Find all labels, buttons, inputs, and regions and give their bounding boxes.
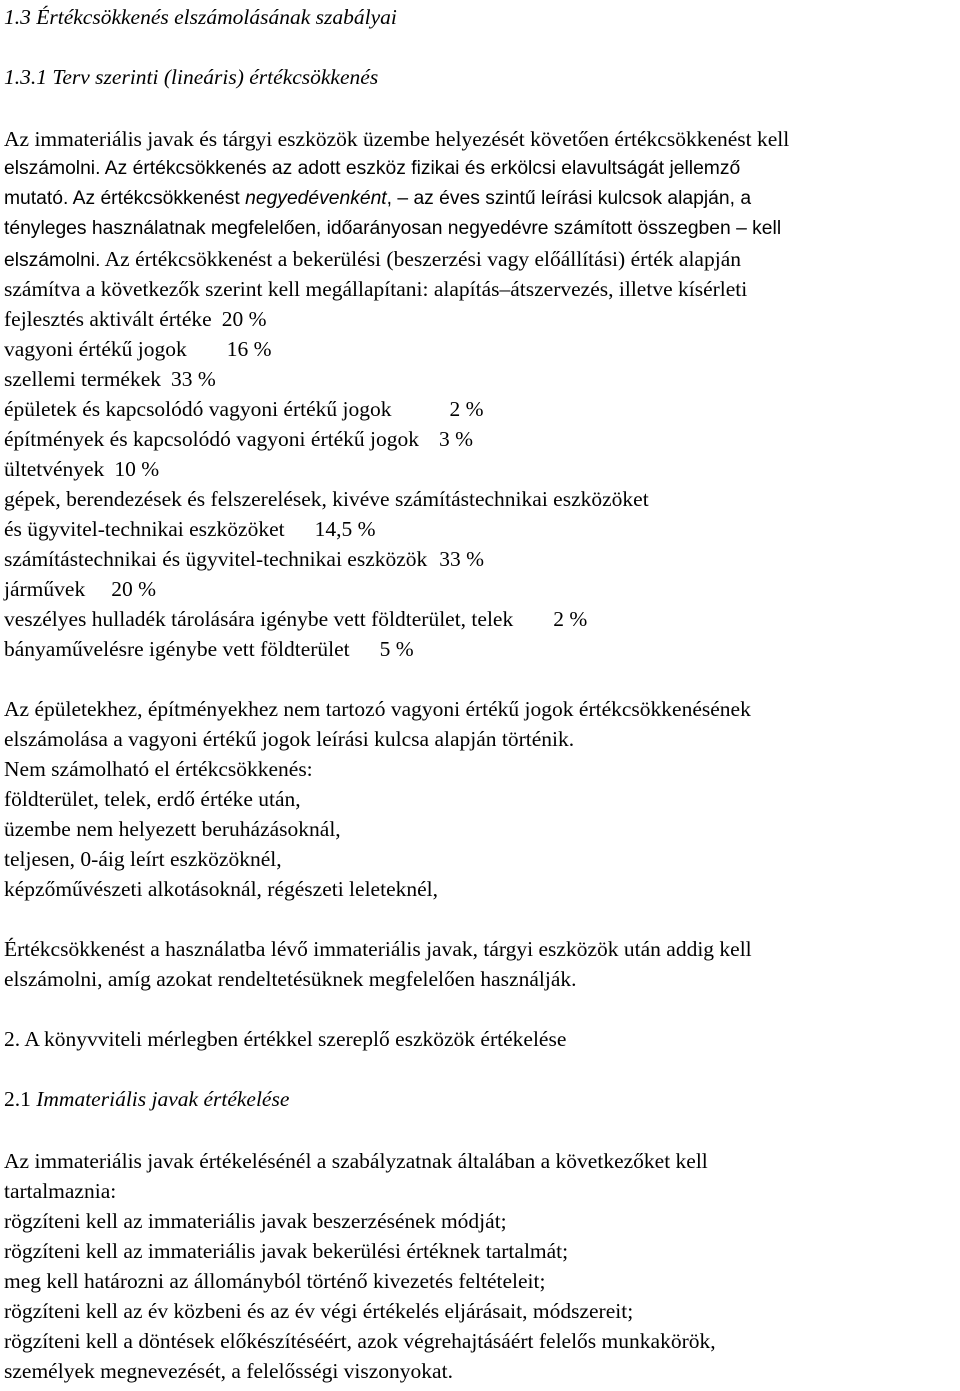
rate-row: és ügyvitel-technikai eszközöket 14,5 % — [4, 514, 956, 544]
text-line: tényleges használatnak megfelelően, időarányosan negyedévre számított összegben – kell — [4, 218, 782, 239]
paragraph-intangibles — [4, 1146, 956, 1386]
paragraph-depreciation-intro — [4, 124, 956, 304]
rate-row: épületek és kapcsolódó vagyoni értékű jogok 2 % — [4, 394, 956, 424]
list-item: rögzíteni kell az év közbeni és az év végi értékelés eljárásait, módszereit; — [4, 1299, 634, 1323]
text-line: elszámolni. Az értékcsökkenést a bekerülési (beszerzési vagy előállítási) érték alapján — [4, 247, 741, 271]
text-line: tartalmaznia: — [4, 1179, 117, 1203]
rate-value: 16 % — [226, 337, 272, 361]
rate-row: gépek, berendezések és felszerelések, kivéve számítástechnikai eszközöket — [4, 487, 649, 511]
rate-row: járművek 20 % — [4, 574, 956, 604]
rate-row: építmények és kapcsolódó vagyoni értékű jogok 3 % — [4, 424, 956, 454]
list-item: teljesen, 0-áig leírt eszközöknél, — [4, 847, 282, 871]
emphasis-quarterly: negyedévenként — [245, 188, 387, 209]
text-line: mutató. Az értékcsökkenést negyedévenként, – az éves szintű leírási kulcsok alapján, a — [4, 188, 752, 209]
rate-row: bányaművelésre igénybe vett földterület 5 % — [4, 634, 956, 664]
list-item: rögzíteni kell az immateriális javak bekerülési értéknek tartalmát; — [4, 1239, 569, 1263]
text-line: Az immateriális javak és tárgyi eszközök üzembe helyezését követően értékcsökkenést kell — [4, 127, 790, 151]
rate-value: 2 % — [553, 607, 588, 631]
text-line: elszámolni, amíg azokat rendeltetésüknek megfelelően használják. — [4, 967, 577, 991]
list-item: képzőművészeti alkotásoknál, régészeti leleteknél, — [4, 877, 438, 901]
section-heading-1-3-1: 1.3.1 Terv szerinti (lineáris) értékcsökkenés — [4, 65, 379, 89]
rate-value: 33 % — [439, 547, 485, 571]
paragraph-exclusions — [4, 694, 956, 904]
rate-row: fejlesztés aktivált értéke 20 % — [4, 304, 956, 334]
text-line: elszámolni. Az értékcsökkenés az adott eszköz fizikai és erkölcsi elavultságát jellemző — [4, 158, 741, 179]
rate-value: 2 % — [449, 397, 484, 421]
rate-value: 14,5 % — [314, 517, 376, 541]
rate-value: 3 % — [438, 427, 474, 451]
rate-row: ültetvények 10 % — [4, 454, 956, 484]
rate-value: 5 % — [379, 637, 414, 661]
text-line: elszámolása a vagyoni értékű jogok leírási kulcsa alapján történik. — [4, 727, 575, 751]
list-item: üzembe nem helyezett beruházásoknál, — [4, 817, 341, 841]
list-item: rögzíteni kell a döntések előkészítéséért, azok végrehajtásáért felelős munkakörök, — [4, 1329, 716, 1353]
rate-value: 20 % — [111, 577, 156, 601]
text-line: Nem számolható el értékcsökkenés: — [4, 757, 313, 781]
paragraph-usage — [4, 934, 956, 994]
rate-row: veszélyes hulladék tárolására igénybe vett földterület, telek 2 % — [4, 604, 956, 634]
section-heading-2-1: 2.1 Immateriális javak értékelése — [4, 1087, 290, 1111]
rate-row: szellemi termékek 33 % — [4, 364, 956, 394]
text-line: számítva a következők szerint kell megállapítani: alapítás–átszervezés, illetve kísérleti — [4, 277, 748, 301]
text-line: Értékcsökkenést a használatba lévő immateriális javak, tárgyi eszközök után addig kell — [4, 937, 752, 961]
section-heading-1-3: 1.3 Értékcsökkenés elszámolásának szabályai — [4, 5, 397, 29]
list-item: meg kell határozni az állományból történő kivezetés feltételeit; — [4, 1269, 546, 1293]
section-heading-2: 2. A könyvviteli mérlegben értékkel szereplő eszközök értékelése — [4, 1027, 567, 1051]
rate-row: vagyoni értékű jogok 16 % — [4, 334, 956, 364]
rate-value: 20 % — [221, 307, 267, 331]
list-item: földterület, telek, erdő értéke után, — [4, 787, 301, 811]
text-line: Az immateriális javak értékelésénél a szabályzatnak általában a következőket kell — [4, 1149, 708, 1173]
list-item: rögzíteni kell az immateriális javak beszerzésének módját; — [4, 1209, 507, 1233]
depreciation-rate-list — [4, 304, 956, 664]
list-item: személyek megnevezését, a felelősségi viszonyokat. — [4, 1359, 453, 1383]
rate-value: 33 % — [171, 367, 216, 391]
text-line: Az épületekhez, építményekhez nem tartozó vagyoni értékű jogok értékcsökkenésének — [4, 697, 751, 721]
rate-row: számítástechnikai és ügyvitel-technikai eszközök 33 % — [4, 544, 956, 574]
rate-value: 10 % — [114, 457, 160, 481]
